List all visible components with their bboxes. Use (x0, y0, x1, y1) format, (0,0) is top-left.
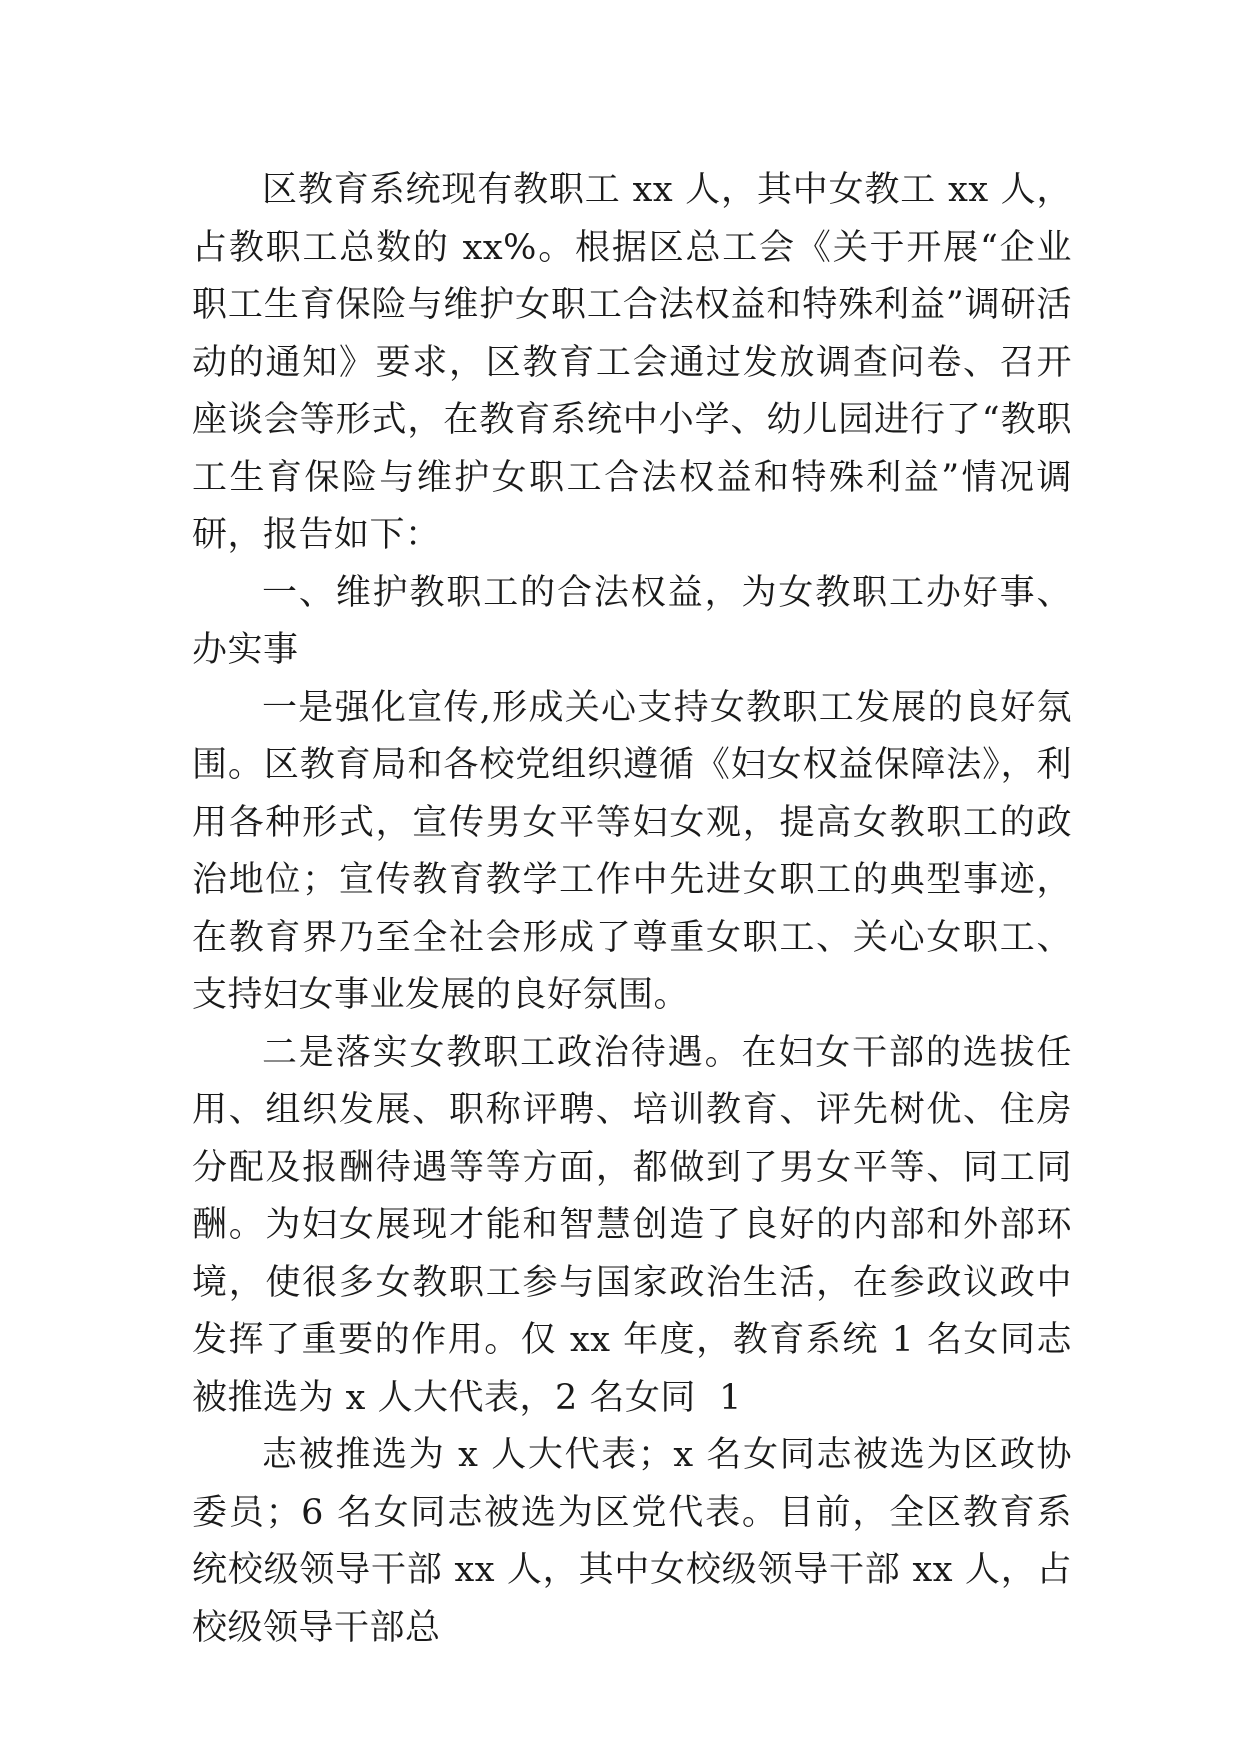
point-two-paragraph (192, 1025, 1072, 1428)
page-number: 1 (719, 1377, 742, 1418)
point-two-text: 二是落实女教职工政治待遇。在妇女干部的选拔任用、组织发展、职称评聘、培训教育、评先树优、住房分配及报酬待遇等等方面，都做到了男女平等、同工同酬。为妇女展现才能和智慧创造了良好的内部和外部环境，使很多女教职工参与国家政治生活，在参政议政中发挥了重要的作用。仅 xx 年度，教育系统 1 名女同志被推选为 x 人大代表，2 名女同 (192, 1032, 1072, 1418)
continuation-paragraph: 志被推选为 x 人大代表；x 名女同志被选为区政协委员；6 名女同志被选为区党代表。目前，全区教育系统校级领导干部 xx 人，其中女校级领导干部 xx 人，占校级领导干部总 (192, 1435, 1072, 1648)
intro-paragraph: 区教育系统现有教职工 xx 人，其中女教工 xx 人，占教职工总数的 xx%。根据区总工会《关于开展“企业职工生育保险与维护女职工合法权益和特殊利益”调研活动的通知》要求，区教育工会通过发放调查问卷、召开座谈会等形式，在教育系统中小学、幼儿园进行了“教职工生育保险与维护女职工合法权益和特殊利益”情况调研，报告如下： (192, 170, 1072, 555)
section-heading: 一、维护教职工的合法权益，为女教职工办好事、办实事 (192, 572, 1072, 670)
point-one-paragraph: 一是强化宣传,形成关心支持女教职工发展的良好氛围。区教育局和各校党组织遵循《妇女权益保障法》，利用各种形式，宣传男女平等妇女观，提高女教职工的政治地位；宣传教育教学工作中先进女职工的典型事迹，在教育界乃至全社会形成了尊重女职工、关心女职工、支持妇女事业发展的良好氛围。 (192, 687, 1072, 1015)
document-body (192, 162, 1072, 1657)
